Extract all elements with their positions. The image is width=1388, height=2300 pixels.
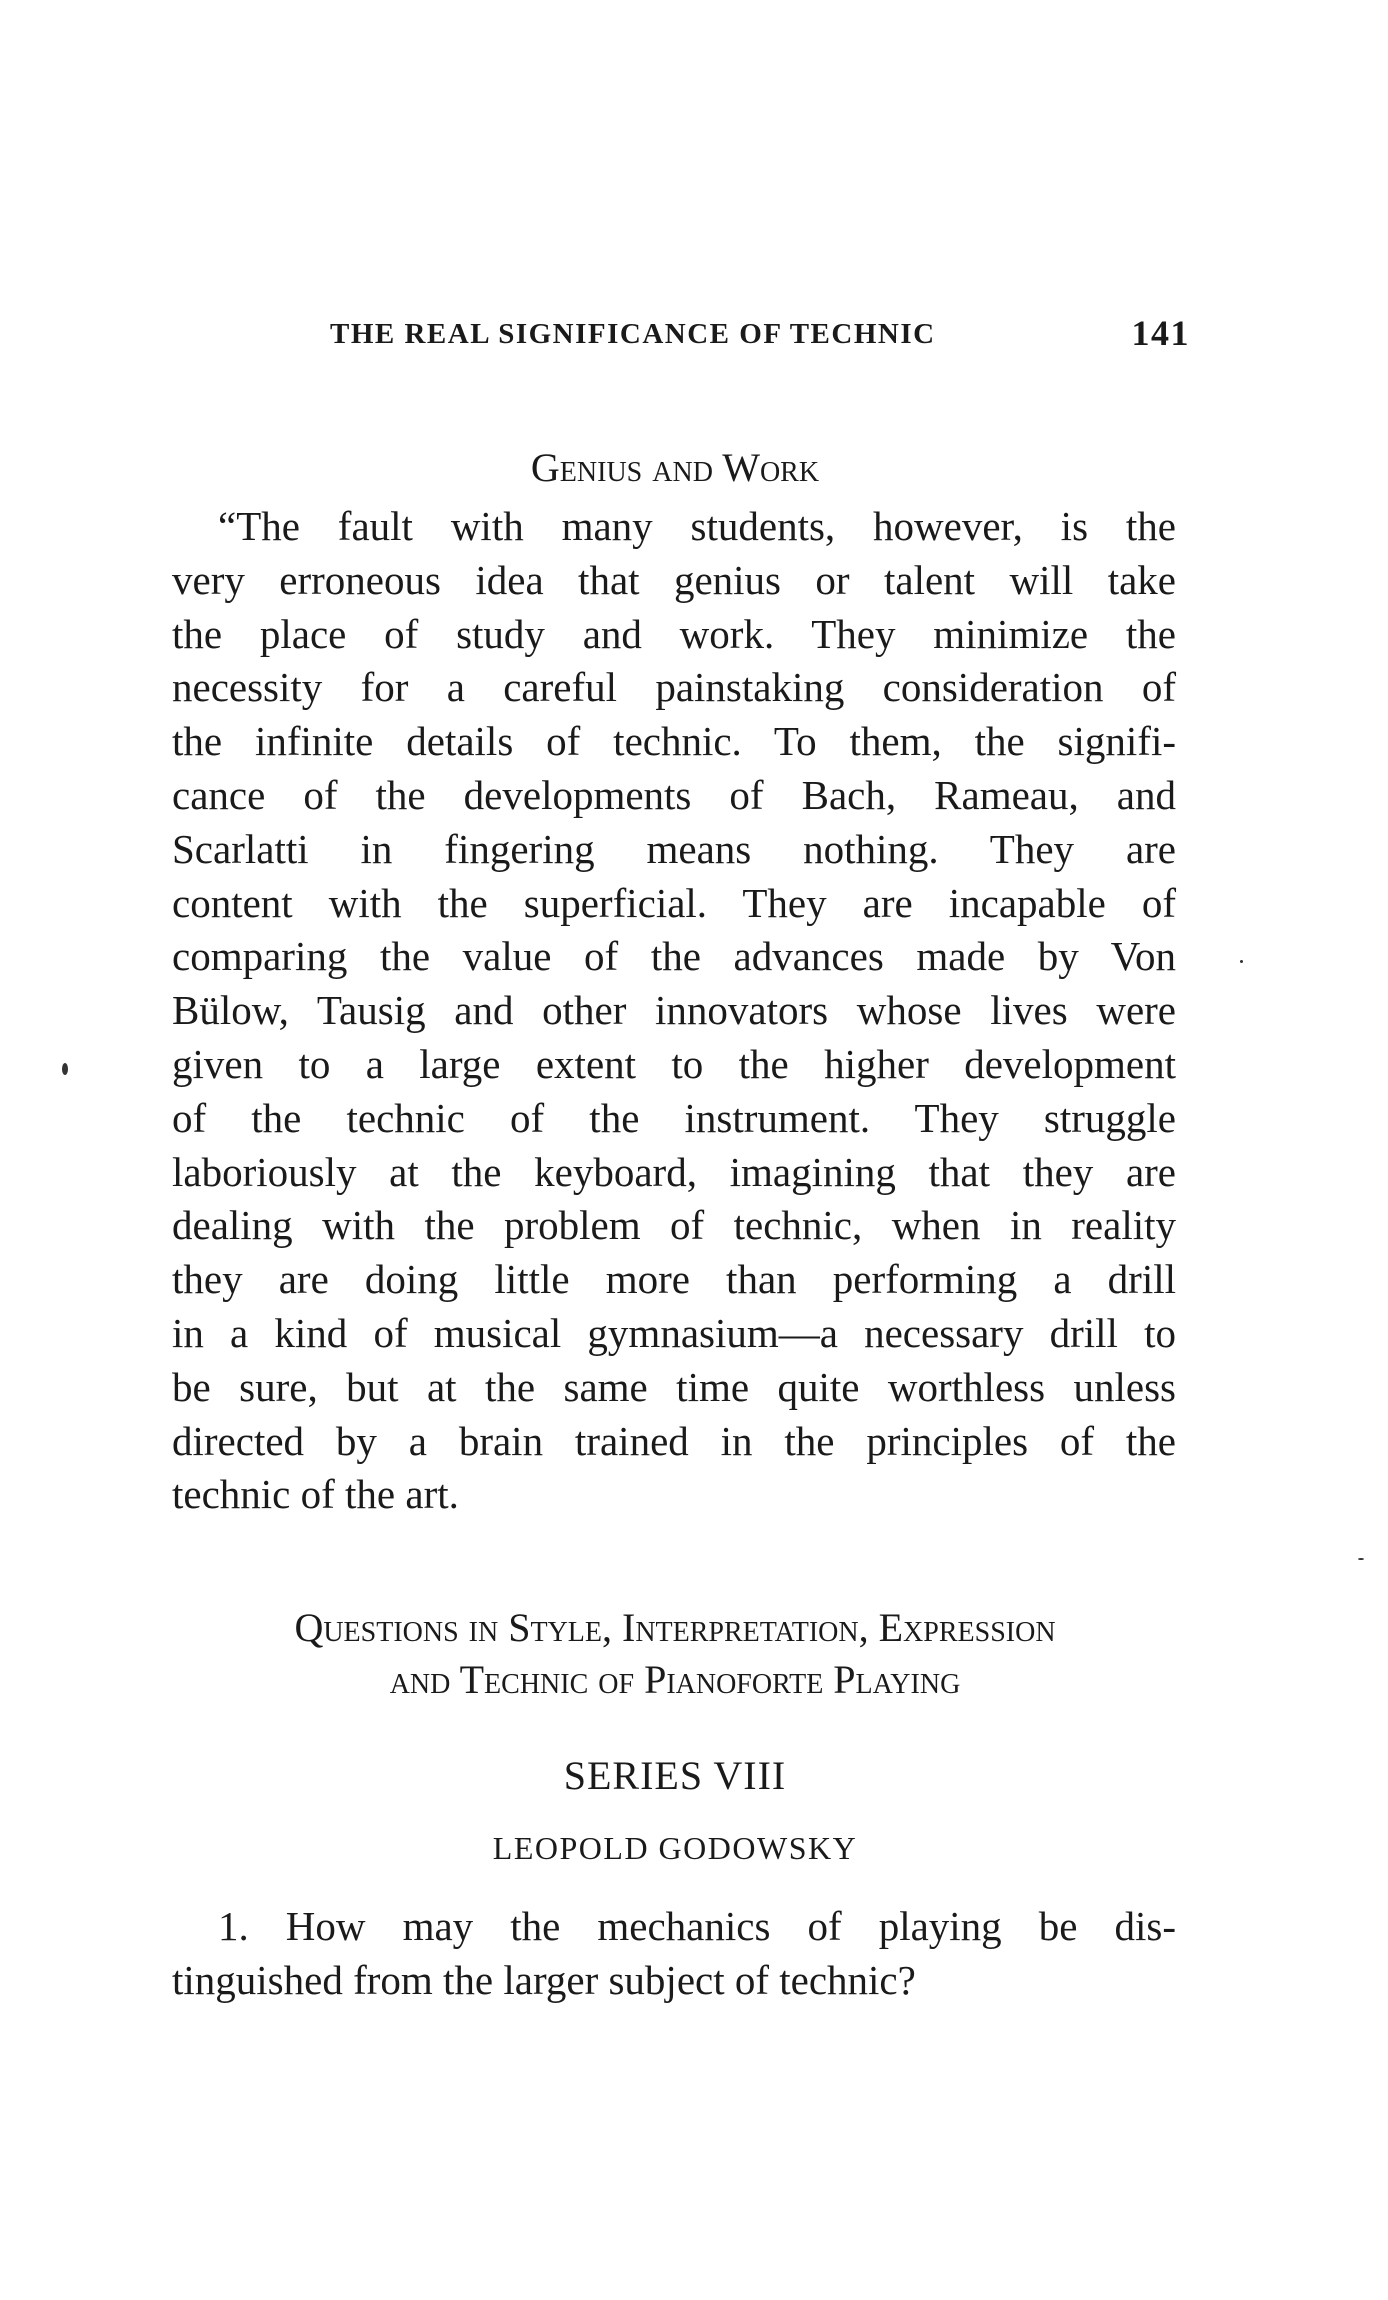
ink-speck [1358, 1558, 1364, 1560]
ink-speck [1240, 960, 1243, 963]
text-line: Scarlatti in fingering means nothing. They are [172, 825, 1176, 872]
ink-speck [62, 1063, 68, 1075]
text-line: technic of the art. [172, 1471, 459, 1518]
running-head [330, 312, 1190, 362]
series-label: SERIES VIII [563, 1753, 787, 1798]
questions-heading-line-2: and Technic of Pianoforte Playing [389, 1657, 961, 1702]
text-line: the infinite details of technic. To them, the signifi- [172, 718, 1176, 765]
text-line: they are doing little more than performing a drill [172, 1256, 1176, 1303]
text-line: comparing the value of the advances made by Von [172, 933, 1176, 980]
text-line: laboriously at the keyboard, imagining that they are [172, 1148, 1176, 1195]
text-line: content with the superficial. They are incapable of [172, 879, 1176, 926]
running-head-title: THE REAL SIGNIFICANCE OF TECHNIC [330, 318, 936, 350]
text-line: directed by a brain trained in the principles of the [172, 1417, 1176, 1464]
section-heading-questions [170, 1602, 1180, 1706]
text-line: of the technic of the instrument. They struggle [172, 1094, 1176, 1141]
text-line: in a kind of musical gymnasium—a necessary drill to [172, 1309, 1176, 1356]
paragraph-genius-and-work [172, 500, 1176, 1522]
text-line: very erroneous idea that genius or talent will take [172, 556, 1176, 603]
text-line: given to a large extent to the higher development [172, 1040, 1176, 1087]
text-line: cance of the developments of Bach, Rameau, and [172, 771, 1176, 818]
text-line: the place of study and work. They minimize the [172, 610, 1176, 657]
text-line: necessity for a careful painstaking consideration of [172, 664, 1176, 711]
text-line: 1. How may the mechanics of playing be dis- [218, 1903, 1176, 1949]
text-line: dealing with the problem of technic, when in reality [172, 1202, 1176, 1249]
questions-heading-line-1: Questions in Style, Interpretation, Expression [294, 1605, 1056, 1650]
author-name: LEOPOLD GODOWSKY [492, 1830, 858, 1866]
text-line: tinguished from the larger subject of technic? [172, 1956, 916, 2003]
text-line: “The fault with many students, however, is the [218, 503, 1176, 549]
question-1 [172, 1900, 1176, 2008]
page-number: 141 [1131, 313, 1190, 353]
section-heading-genius-and-work: Genius and Work [530, 445, 820, 490]
text-line: Bülow, Tausig and other innovators whose lives were [172, 987, 1176, 1034]
text-line: be sure, but at the same time quite worthless unless [172, 1363, 1176, 1410]
